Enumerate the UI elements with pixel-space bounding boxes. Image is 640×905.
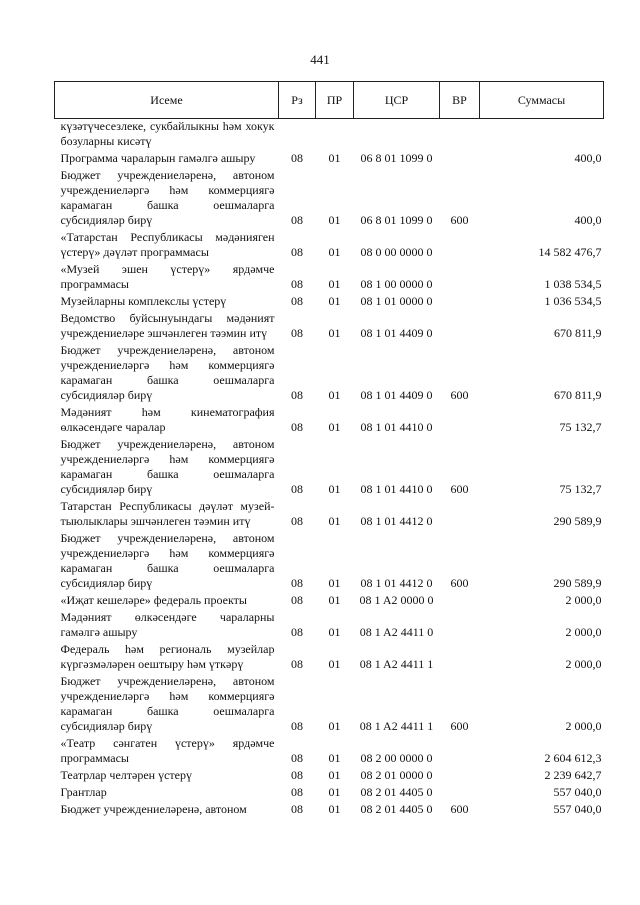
cell-pr: 01: [328, 768, 341, 782]
cell-pr: 01: [328, 213, 341, 227]
cell-name: Мәдәният һәм кинематография өлкәсендәге чаралар: [60, 405, 275, 434]
cell-rz: 08: [291, 751, 303, 765]
table-row: [55, 768, 604, 785]
cell-csr: 08 2 01 0000 0: [360, 768, 433, 782]
cell-sum: 14 582 476,7: [538, 245, 602, 259]
cell-rz: 08: [291, 625, 303, 639]
table-row: [55, 230, 604, 262]
cell-rz: [279, 119, 316, 152]
header-vr: ВР: [440, 82, 480, 119]
cell-vr: [440, 499, 480, 531]
cell-vr: [440, 642, 480, 674]
cell-rz: 08: [291, 785, 303, 799]
cell-pr: 01: [328, 625, 341, 639]
cell-vr: [440, 736, 480, 768]
cell-sum: 400,0: [574, 151, 602, 165]
cell-pr: 01: [328, 719, 341, 733]
cell-pr: 01: [328, 388, 341, 402]
cell-rz: 08: [291, 277, 303, 291]
cell-pr: 01: [328, 326, 341, 340]
cell-pr: 01: [328, 751, 341, 765]
cell-sum: 557 040,0: [553, 785, 602, 799]
cell-pr: 01: [328, 785, 341, 799]
cell-csr: 08 1 A2 4411 1: [359, 657, 434, 671]
table-header: [55, 82, 604, 119]
cell-csr: 08 0 00 0000 0: [360, 245, 433, 259]
cell-vr: 600: [450, 213, 469, 227]
cell-csr: 08 2 01 4405 0: [360, 785, 433, 799]
table-row: [55, 610, 604, 642]
cell-sum: 75 132,7: [559, 482, 602, 496]
cell-name: күзәтүчесезлеке, сукбайлыкны һәм хокук бозуларны кисәтү: [60, 119, 275, 148]
cell-name: Театрлар челтәрен үстерү: [60, 768, 192, 782]
cell-pr: 01: [328, 657, 341, 671]
cell-rz: 08: [291, 593, 303, 607]
cell-pr: 01: [328, 576, 341, 590]
cell-rz: 08: [291, 294, 303, 308]
cell-sum: 670 811,9: [553, 388, 602, 402]
cell-csr: [354, 119, 440, 152]
cell-vr: [440, 294, 480, 311]
cell-name: Программа чараларын гамәлгә ашыру: [60, 151, 256, 165]
cell-pr: [316, 119, 354, 152]
table-row: [55, 736, 604, 768]
cell-pr: 01: [328, 294, 341, 308]
cell-name: Ведомство буйсынуындагы мәдәният учреждениеләре эшчәнлеген тәэмин итү: [60, 311, 275, 340]
table-row: [55, 294, 604, 311]
cell-vr: 600: [450, 482, 469, 496]
cell-csr: 08 1 01 4409 0: [360, 326, 433, 340]
cell-name: Бюджет учреждениеләренә, автоном учреждениеләргә һәм коммерциягә карамаган башка оешмаларга субсидияләр бирү: [60, 437, 275, 496]
cell-name: Музейларны комплекслы үстерү: [60, 294, 227, 308]
cell-name: Мәдәният өлкәсендәге чараларны гамәлгә ашыру: [60, 610, 275, 639]
cell-pr: 01: [328, 151, 341, 165]
table-row: [55, 119, 604, 152]
cell-rz: 08: [291, 326, 303, 340]
cell-sum: 2 604 612,3: [544, 751, 602, 765]
cell-vr: [440, 405, 480, 437]
cell-rz: 08: [291, 768, 303, 782]
budget-table: [54, 81, 604, 819]
cell-csr: 08 1 A2 4411 0: [359, 625, 434, 639]
cell-name: «Музей эшен үстерү» ярдәмче программасы: [60, 262, 275, 291]
cell-vr: [440, 785, 480, 802]
table-row: [55, 785, 604, 802]
cell-vr: 600: [450, 576, 469, 590]
cell-rz: 08: [291, 514, 303, 528]
cell-pr: 01: [328, 802, 341, 816]
table-row: [55, 168, 604, 230]
cell-sum: 75 132,7: [559, 420, 602, 434]
cell-name: «Иҗат кешеләре» федераль проекты: [60, 593, 247, 607]
cell-csr: 08 1 A2 0000 0: [359, 593, 434, 607]
cell-rz: 08: [291, 388, 303, 402]
table-row: [55, 437, 604, 499]
cell-sum: 2 000,0: [565, 593, 602, 607]
cell-name: Татарстан Республикасы дәүләт музей-тыюлыклары эшчәнлеген тәэмин итү: [60, 499, 275, 528]
cell-pr: 01: [328, 245, 341, 259]
cell-rz: 08: [291, 802, 303, 816]
cell-sum: 1 038 534,5: [544, 277, 602, 291]
cell-sum: 670 811,9: [553, 326, 602, 340]
cell-name: Бюджет учреждениеләренә, автоном учреждениеләргә һәм коммерциягә карамаган башка оешмаларга субсидияләр бирү: [60, 168, 275, 227]
cell-csr: 08 1 01 4409 0: [360, 388, 433, 402]
cell-sum: 400,0: [574, 213, 602, 227]
cell-pr: 01: [328, 482, 341, 496]
cell-rz: 08: [291, 719, 303, 733]
cell-sum: 2 000,0: [565, 625, 602, 639]
cell-csr: 08 1 01 4410 0: [360, 420, 433, 434]
cell-csr: 06 8 01 1099 0: [360, 213, 433, 227]
cell-rz: 08: [291, 245, 303, 259]
cell-vr: [440, 768, 480, 785]
header-csr: ЦСР: [354, 82, 440, 119]
cell-sum: 2 000,0: [565, 719, 602, 733]
cell-csr: 08 2 01 4405 0: [360, 802, 433, 816]
cell-rz: 08: [291, 657, 303, 671]
cell-csr: 06 8 01 1099 0: [360, 151, 433, 165]
cell-vr: [440, 230, 480, 262]
cell-vr: [440, 610, 480, 642]
cell-csr: 08 2 00 0000 0: [360, 751, 433, 765]
cell-csr: 08 1 01 0000 0: [360, 294, 433, 308]
cell-sum: 290 589,9: [553, 514, 602, 528]
cell-rz: 08: [291, 420, 303, 434]
cell-csr: 08 1 A2 4411 1: [359, 719, 434, 733]
table-row: [55, 802, 604, 819]
cell-name: Бюджет учреждениеләренә, автоном: [60, 802, 247, 816]
cell-vr: 600: [450, 719, 469, 733]
header-rz: Рз: [279, 82, 316, 119]
cell-sum: [480, 119, 604, 152]
cell-sum: 557 040,0: [553, 802, 602, 816]
cell-pr: 01: [328, 420, 341, 434]
cell-name: Бюджет учреждениеләренә, автоном учреждениеләргә һәм коммерциягә карамаган башка оешмаларга субсидияләр бирү: [60, 531, 275, 590]
cell-csr: 08 1 01 4410 0: [360, 482, 433, 496]
cell-vr: [440, 151, 480, 168]
cell-sum: 290 589,9: [553, 576, 602, 590]
cell-vr: [440, 262, 480, 294]
table-row: [55, 593, 604, 610]
cell-sum: 2 239 642,7: [544, 768, 602, 782]
table-row: [55, 642, 604, 674]
cell-rz: 08: [291, 482, 303, 496]
cell-name: Бюджет учреждениеләренә, автоном учреждениеләргә һәм коммерциягә карамаган башка оешмаларга субсидияләр бирү: [60, 343, 275, 402]
cell-rz: 08: [291, 213, 303, 227]
header-sum: Суммасы: [480, 82, 604, 119]
cell-rz: 08: [291, 576, 303, 590]
cell-sum: 1 036 534,5: [544, 294, 602, 308]
cell-name: «Театр сәнгатен үстерү» ярдәмче программасы: [60, 736, 275, 765]
table-row: [55, 343, 604, 405]
header-name: Исеме: [55, 82, 279, 119]
page-number: 441: [310, 52, 330, 67]
table-row: [55, 531, 604, 593]
table-row: [55, 405, 604, 437]
cell-csr: 08 1 01 4412 0: [360, 514, 433, 528]
cell-csr: 08 1 01 4412 0: [360, 576, 433, 590]
table-row: [55, 262, 604, 294]
table-row: [55, 151, 604, 168]
cell-pr: 01: [328, 277, 341, 291]
cell-vr: [440, 311, 480, 343]
cell-sum: 2 000,0: [565, 657, 602, 671]
cell-name: Грантлар: [60, 785, 107, 799]
table-body: [55, 119, 604, 820]
cell-vr: 600: [450, 388, 469, 402]
cell-name: Федераль һәм региональ музейлар күргәзмәләрен оештыру һәм үткәрү: [60, 642, 275, 671]
cell-csr: 08 1 00 0000 0: [360, 277, 433, 291]
cell-pr: 01: [328, 593, 341, 607]
table-row: [55, 311, 604, 343]
table-row: [55, 499, 604, 531]
header-pr: ПР: [316, 82, 354, 119]
cell-rz: 08: [291, 151, 303, 165]
cell-vr: 600: [450, 802, 469, 816]
cell-vr: [440, 119, 480, 152]
cell-pr: 01: [328, 514, 341, 528]
cell-name: Бюджет учреждениеләренә, автоном учреждениеләргә һәм коммерциягә карамаган башка оешмаларга субсидияләр бирү: [60, 674, 275, 733]
table-row: [55, 674, 604, 736]
cell-name: «Татарстан Республикасы мәдәнияген үстерү» дәүләт программасы: [60, 230, 275, 259]
cell-vr: [440, 593, 480, 610]
